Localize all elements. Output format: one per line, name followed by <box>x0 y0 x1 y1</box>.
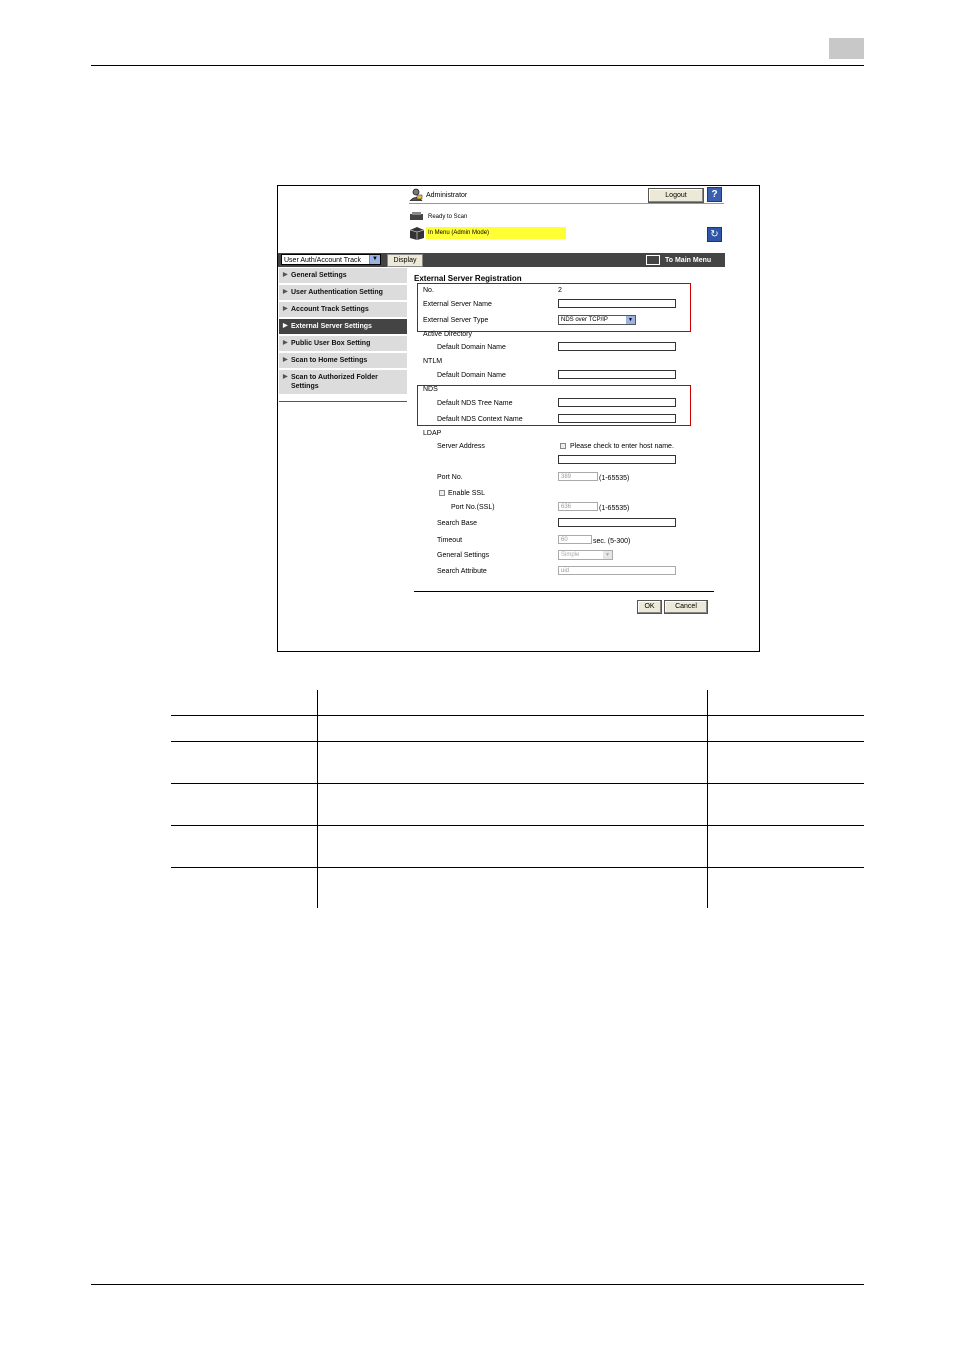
sidebar-item-user-authentication[interactable] <box>279 285 407 302</box>
ad-domain-label: Default Domain Name <box>437 344 506 351</box>
form-title: External Server Registration <box>414 274 522 283</box>
sidebar-item-label: External Server Settings <box>291 323 372 330</box>
arrow-right-icon: ▶ <box>283 340 288 346</box>
main-menu-icon <box>646 255 660 265</box>
machine-icon <box>409 226 425 240</box>
to-main-menu-label: To Main Menu <box>665 256 712 264</box>
table-column-rule <box>317 690 318 908</box>
administrator-icon <box>409 188 423 201</box>
category-select[interactable] <box>281 254 381 265</box>
timeout-unit: sec. (5-300) <box>593 538 631 545</box>
sidebar-item-public-user-box[interactable] <box>279 336 407 353</box>
sidebar-item-account-track[interactable] <box>279 302 407 319</box>
sidebar-item-label: Public User Box Setting <box>291 340 371 347</box>
ssl-port-input[interactable]: 636 <box>558 502 598 511</box>
search-attribute-input[interactable]: uid <box>558 566 676 575</box>
form-footer-rule <box>414 591 714 592</box>
table-rule <box>171 715 864 716</box>
arrow-right-icon: ▶ <box>283 289 288 295</box>
chevron-down-icon: ▼ <box>626 316 635 324</box>
ui-screenshot <box>277 185 760 652</box>
sidebar-item-scan-to-authorized-folder[interactable] <box>279 370 407 396</box>
settings-table <box>171 690 864 908</box>
search-attribute-label: Search Attribute <box>437 568 487 575</box>
nds-context-input[interactable] <box>558 414 676 423</box>
nds-heading: NDS <box>423 386 438 393</box>
printer-icon <box>409 212 424 221</box>
server-type-value: NDS over TCP/IP <box>561 317 608 323</box>
logout-button[interactable]: Logout <box>648 188 704 203</box>
refresh-icon[interactable]: ↻ <box>707 227 722 242</box>
table-column-rule <box>707 690 708 908</box>
timeout-input[interactable]: 60 <box>558 535 592 544</box>
enable-ssl-checkbox[interactable] <box>439 490 445 496</box>
arrow-right-icon: ▶ <box>283 306 288 312</box>
server-name-input[interactable] <box>558 299 676 308</box>
sidebar-bottom-rule <box>279 401 407 402</box>
nds-context-label: Default NDS Context Name <box>437 416 523 423</box>
host-name-checkbox-label: Please check to enter host name. <box>570 443 674 450</box>
arrow-right-icon: ▶ <box>283 272 288 278</box>
timeout-label: Timeout <box>437 537 463 544</box>
arrow-right-icon: ▶ <box>283 374 288 380</box>
chevron-down-icon: ▼ <box>369 255 380 264</box>
table-rule <box>171 867 864 868</box>
server-address-input[interactable] <box>558 455 676 464</box>
no-label: No. <box>423 287 434 294</box>
no-value: 2 <box>558 287 562 294</box>
ssl-port-range: (1-65535) <box>599 505 630 512</box>
server-type-label: External Server Type <box>423 317 489 324</box>
server-name-label: External Server Name <box>423 301 492 308</box>
port-input[interactable]: 389 <box>558 472 598 481</box>
ssl-port-label: Port No.(SSL) <box>451 504 495 511</box>
help-icon[interactable]: ? <box>707 187 722 202</box>
active-directory-heading: Active Directory <box>423 331 473 338</box>
display-button[interactable]: Display <box>387 254 423 267</box>
sidebar <box>279 268 407 396</box>
sidebar-item-general-settings[interactable] <box>279 268 407 285</box>
header-divider <box>409 203 724 204</box>
ad-domain-input[interactable] <box>558 342 676 351</box>
arrow-right-icon: ▶ <box>283 323 288 329</box>
sidebar-item-label: Scan to Authorized Folder Settings <box>291 374 378 390</box>
cancel-button[interactable]: Cancel <box>664 600 708 614</box>
server-address-label: Server Address <box>437 443 485 450</box>
ldap-heading: LDAP <box>423 430 442 437</box>
header-rule <box>91 65 864 66</box>
search-base-input[interactable] <box>558 518 676 527</box>
admin-mode-status: In Menu (Admin Mode) <box>426 227 566 239</box>
general-settings-select[interactable] <box>558 550 613 560</box>
ntlm-heading: NTLM <box>423 358 443 365</box>
table-rule <box>171 825 864 826</box>
page-number-tab <box>829 38 864 59</box>
sidebar-item-external-server[interactable] <box>279 319 407 336</box>
sidebar-item-label: User Authentication Setting <box>291 289 383 296</box>
arrow-right-icon: ▶ <box>283 357 288 363</box>
chevron-down-icon: ▼ <box>603 551 612 559</box>
ntlm-domain-input[interactable] <box>558 370 676 379</box>
sidebar-item-label: Account Track Settings <box>291 306 369 313</box>
table-rule <box>171 741 864 742</box>
general-settings-label: General Settings <box>437 552 490 559</box>
search-base-label: Search Base <box>437 520 478 527</box>
host-name-checkbox[interactable] <box>560 443 566 449</box>
enable-ssl-label: Enable SSL <box>448 490 485 497</box>
category-select-value: User Auth/Account Track <box>284 257 362 264</box>
nds-tree-input[interactable] <box>558 398 676 407</box>
general-settings-value: Simple <box>561 552 580 558</box>
to-main-menu-link[interactable] <box>646 255 711 266</box>
sidebar-item-scan-to-home[interactable] <box>279 353 407 370</box>
sidebar-item-label: General Settings <box>291 272 347 279</box>
ready-status: Ready to Scan <box>428 214 468 220</box>
administrator-label: Administrator <box>426 192 468 199</box>
port-label: Port No. <box>437 474 463 481</box>
nds-tree-label: Default NDS Tree Name <box>437 400 513 407</box>
server-type-select[interactable] <box>558 315 636 325</box>
ok-button[interactable]: OK <box>637 600 662 614</box>
port-range: (1-65535) <box>599 475 630 482</box>
footer-rule <box>91 1284 864 1285</box>
ntlm-domain-label: Default Domain Name <box>437 372 506 379</box>
table-rule <box>171 783 864 784</box>
sidebar-item-label: Scan to Home Settings <box>291 357 368 364</box>
